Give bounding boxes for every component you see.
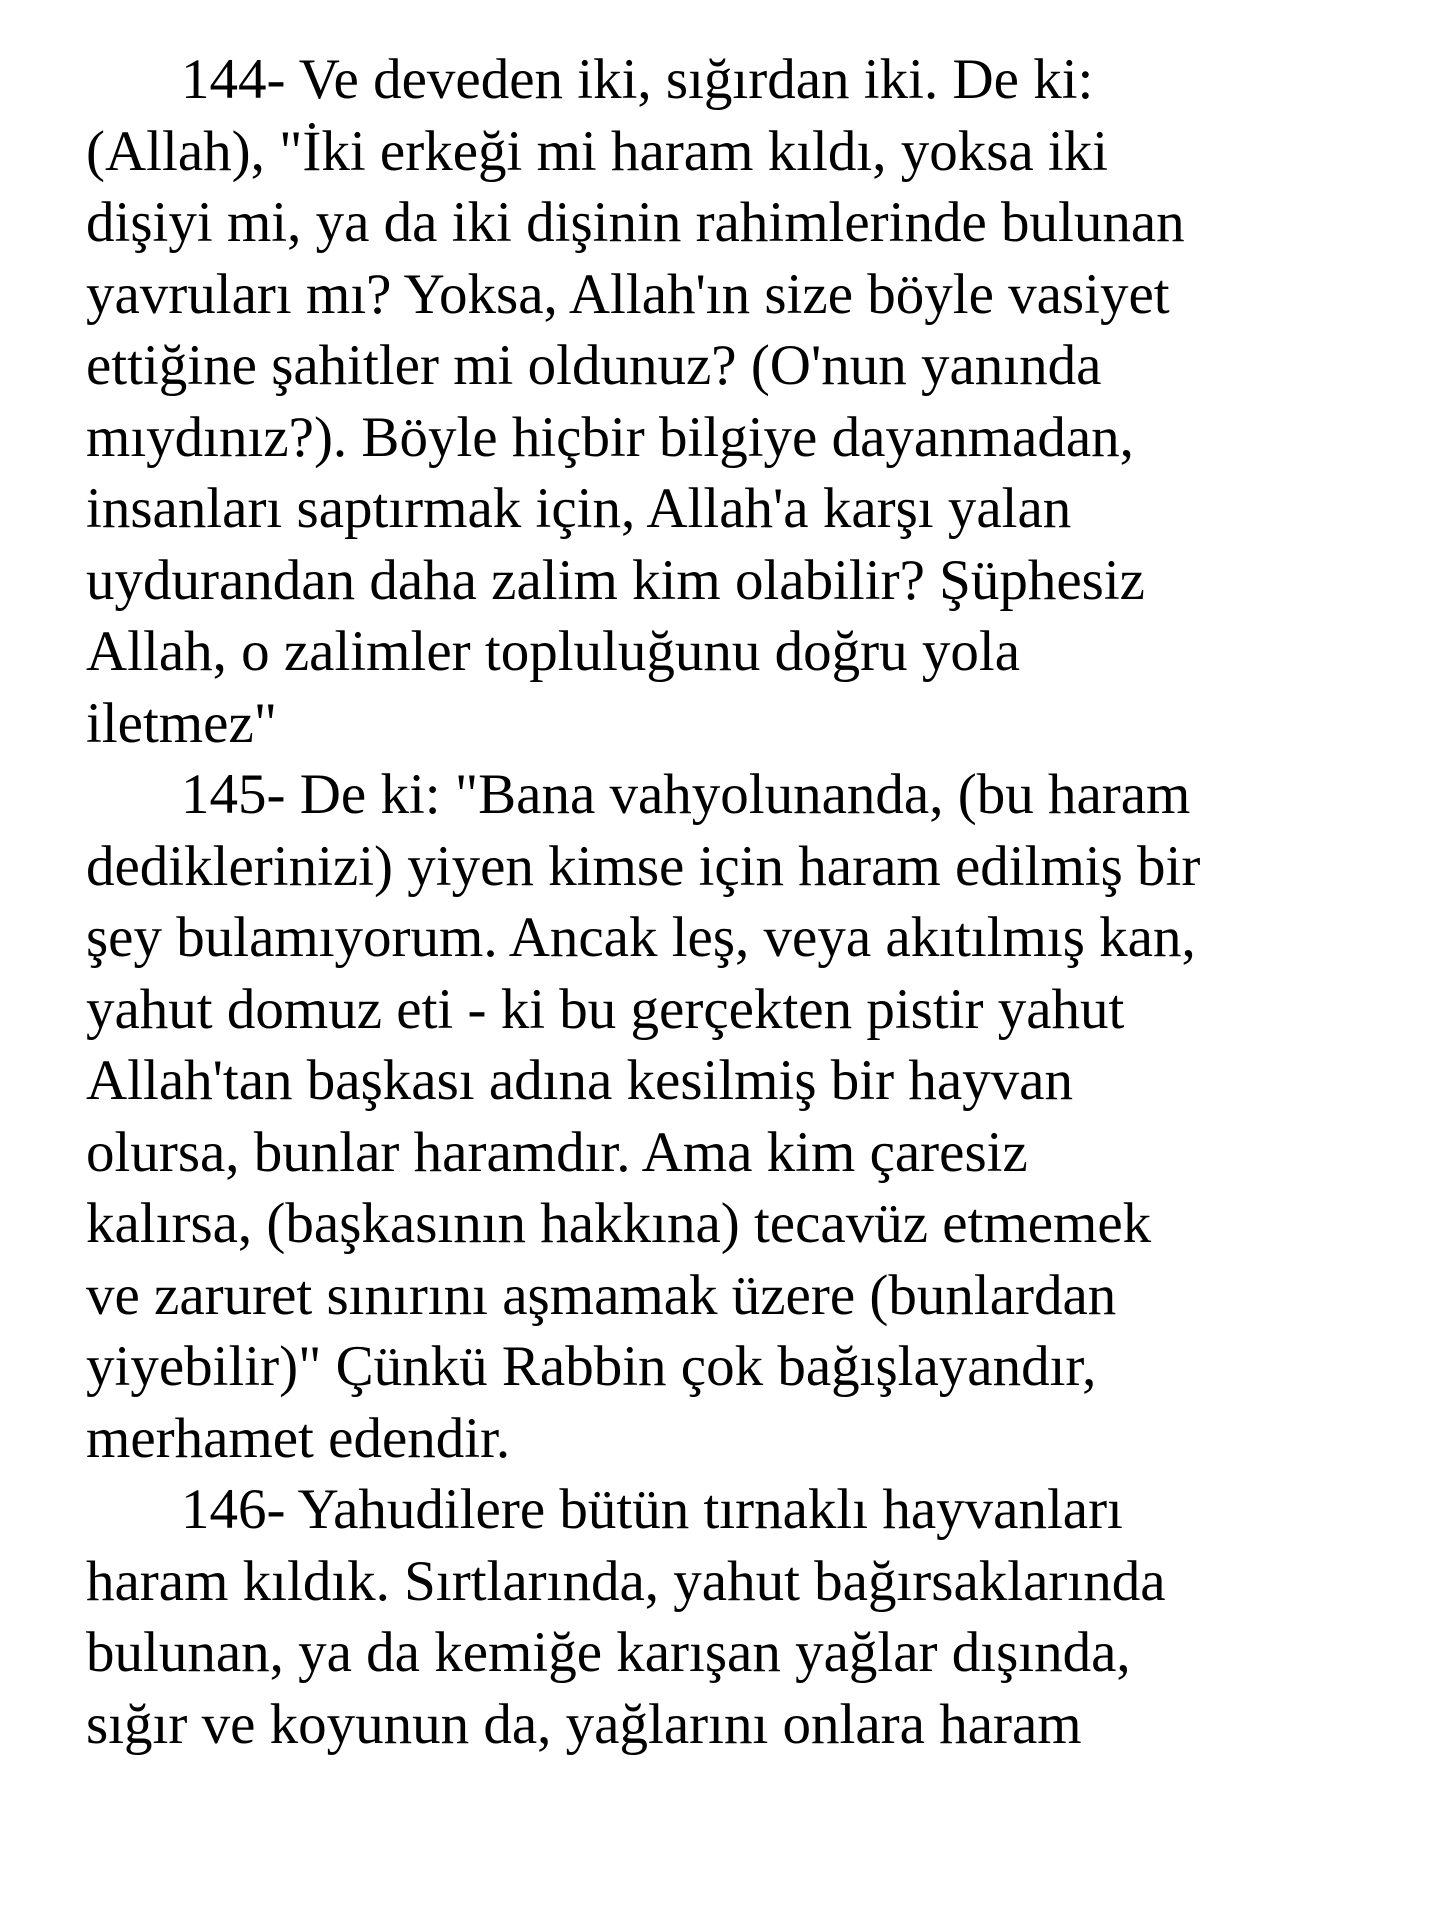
text-line: uydurandan daha zalim kim olabilir? Şüphesiz <box>86 548 1145 612</box>
text-line: merhamet edendir. <box>86 1406 511 1470</box>
text-line: 145- De ki: "Bana vahyolunanda, (bu haram <box>181 763 1191 826</box>
text-line: ettiğine şahitler mi oldunuz? (O'nun yanında <box>86 334 1102 397</box>
document-page <box>86 44 1386 1760</box>
text-line: bulunan, ya da kemiğe karışan yağlar dışında, <box>86 1621 1131 1684</box>
text-line: Allah, o zalimler topluluğunu doğru yola <box>86 620 1020 683</box>
text-line: haram kıldık. Sırtlarında, yahut bağırsaklarında <box>86 1549 1166 1613</box>
text-line: insanları saptırmak için, Allah'a karşı yalan <box>86 477 1072 540</box>
verse-144 <box>86 44 1386 759</box>
text-line: yiyebilir)" Çünkü Rabbin çok bağışlayandır, <box>86 1335 1097 1398</box>
verse-145 <box>86 759 1386 1474</box>
text-line: mıydınız?). Böyle hiçbir bilgiye dayanmadan, <box>86 405 1134 469</box>
text-line: 146- Yahudilere bütün tırnaklı hayvanları <box>181 1478 1123 1541</box>
text-line: dişiyi mi, ya da iki dişinin rahimlerinde bulunan <box>86 191 1185 254</box>
verse-146 <box>86 1474 1386 1760</box>
text-line: kalırsa, (başkasının hakkına) tecavüz etmemek <box>86 1192 1152 1255</box>
text-line: ve zaruret sınırını aşmamak üzere (bunlardan <box>86 1263 1117 1327</box>
text-line: (Allah), "İki erkeği mi haram kıldı, yoksa iki <box>86 119 1109 183</box>
text-line: iletmez" <box>86 691 278 755</box>
text-line: 144- Ve deveden iki, sığırdan iki. De ki: <box>181 48 1094 111</box>
text-line: şey bulamıyorum. Ancak leş, veya akıtılmış kan, <box>86 906 1196 969</box>
text-line: yahut domuz eti - ki bu gerçekten pistir yahut <box>86 977 1125 1041</box>
text-line: yavruları mı? Yoksa, Allah'ın size böyle vasiyet <box>86 262 1170 326</box>
text-line: dediklerinizi) yiyen kimse için haram edilmiş bir <box>86 834 1201 898</box>
text-line: Allah'tan başkası adına kesilmiş bir hayvan <box>86 1049 1073 1112</box>
text-line: olursa, bunlar haramdır. Ama kim çaresiz <box>86 1120 1028 1184</box>
text-line: sığır ve koyunun da, yağlarını onlara haram <box>86 1692 1082 1756</box>
